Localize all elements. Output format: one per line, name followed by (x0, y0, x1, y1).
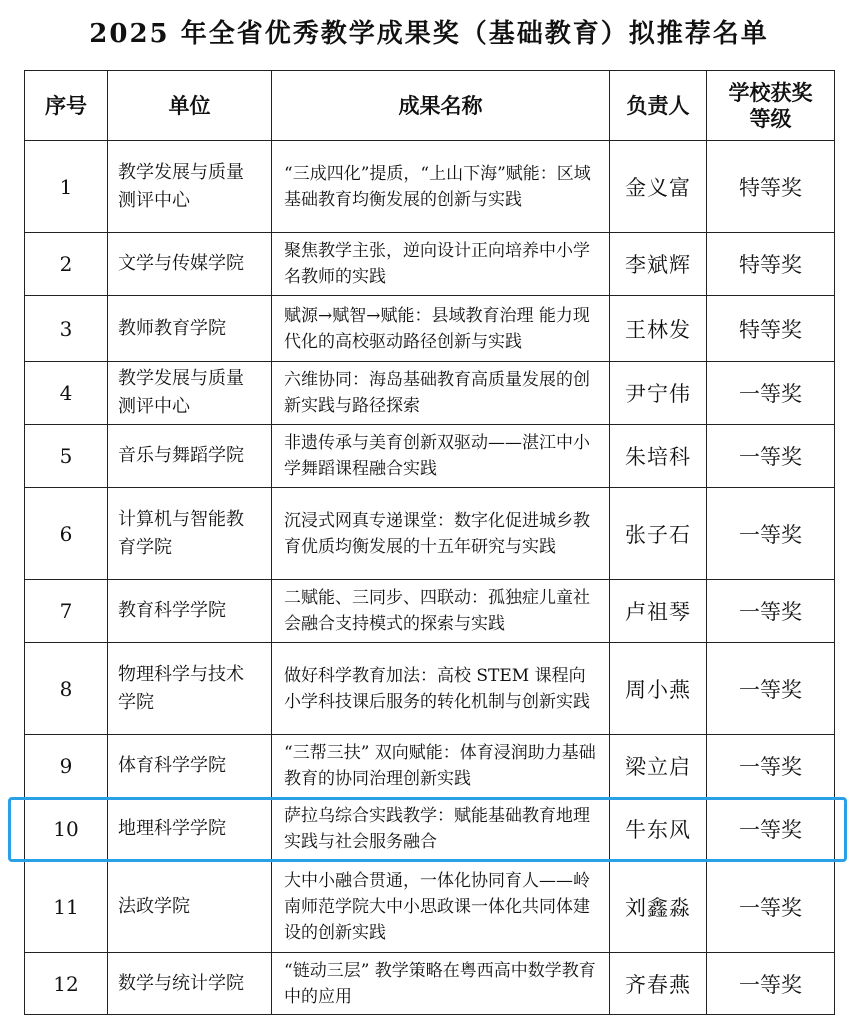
header-index: 序号 (25, 71, 108, 141)
row-achievement-name: 六维协同：海岛基础教育高质量发展的创新实践与路径探索 (272, 362, 610, 425)
row-award: 特等奖 (707, 296, 835, 362)
row-unit: 教学发展与质量测评中心 (108, 141, 272, 233)
row-person: 刘鑫淼 (610, 861, 707, 953)
row-award: 一等奖 (707, 735, 835, 798)
table-row (25, 141, 835, 233)
row-award: 特等奖 (707, 141, 835, 233)
row-achievement-name: 赋源→赋智→赋能：县域教育治理 能力现代化的高校驱动路径创新与实践 (272, 296, 610, 362)
row-index: 5 (25, 425, 108, 488)
row-achievement-name: 做好科学教育加法：高校 STEM 课程向小学科技课后服务的转化机制与创新实践 (272, 643, 610, 735)
row-index: 1 (25, 141, 108, 233)
page-title: 2025 年全省优秀教学成果奖（基础教育）拟推荐名单 (89, 19, 769, 49)
header-person: 负责人 (610, 71, 707, 141)
row-person: 朱培科 (610, 425, 707, 488)
row-award: 一等奖 (707, 488, 835, 580)
table-row (25, 233, 835, 296)
row-unit: 教学发展与质量测评中心 (108, 362, 272, 425)
table-row (25, 488, 835, 580)
row-person: 尹宁伟 (610, 362, 707, 425)
row-achievement-name: “链动三层” 教学策略在粤西高中数学教育中的应用 (272, 953, 610, 1015)
row-award: 一等奖 (707, 425, 835, 488)
row-index: 8 (25, 643, 108, 735)
table-row (25, 296, 835, 362)
header-award: 学校获奖等级 (707, 71, 835, 141)
table-row (25, 362, 835, 425)
row-achievement-name: 非遗传承与美育创新双驱动——湛江中小学舞蹈课程融合实践 (272, 425, 610, 488)
row-index: 6 (25, 488, 108, 580)
row-achievement-name: 萨拉乌综合实践教学：赋能基础教育地理实践与社会服务融合 (272, 798, 610, 861)
row-award: 一等奖 (707, 362, 835, 425)
table-row (25, 425, 835, 488)
row-person: 张子石 (610, 488, 707, 580)
row-index: 4 (25, 362, 108, 425)
row-award: 一等奖 (707, 798, 835, 861)
row-achievement-name: 聚焦教学主张，逆向设计正向培养中小学名教师的实践 (272, 233, 610, 296)
row-index: 12 (25, 953, 108, 1015)
row-person: 金义富 (610, 141, 707, 233)
row-unit: 数学与统计学院 (108, 953, 272, 1015)
table-row (25, 953, 835, 1015)
row-person: 梁立启 (610, 735, 707, 798)
recommendation-table (24, 70, 835, 1015)
table-row (25, 861, 835, 953)
row-unit: 计算机与智能教育学院 (108, 488, 272, 580)
row-person: 周小燕 (610, 643, 707, 735)
row-person: 卢祖琴 (610, 580, 707, 643)
row-person: 牛东风 (610, 798, 707, 861)
row-person: 王林发 (610, 296, 707, 362)
row-award: 一等奖 (707, 953, 835, 1015)
row-unit: 法政学院 (108, 861, 272, 953)
row-achievement-name: “三帮三扶” 双向赋能：体育浸润助力基础教育的协同治理创新实践 (272, 735, 610, 798)
row-unit: 教师教育学院 (108, 296, 272, 362)
row-unit: 体育科学学院 (108, 735, 272, 798)
row-index: 2 (25, 233, 108, 296)
table-row (25, 798, 835, 861)
row-index: 9 (25, 735, 108, 798)
row-achievement-name: 沉浸式网真专递课堂：数字化促进城乡教育优质均衡发展的十五年研究与实践 (272, 488, 610, 580)
row-achievement-name: 二赋能、三同步、四联动：孤独症儿童社会融合支持模式的探索与实践 (272, 580, 610, 643)
row-award: 特等奖 (707, 233, 835, 296)
row-achievement-name: 大中小融合贯通，一体化协同育人——岭南师范学院大中小思政课一体化共同体建设的创新实践 (272, 861, 610, 953)
row-unit: 教育科学学院 (108, 580, 272, 643)
row-achievement-name: “三成四化”提质，“上山下海”赋能：区域基础教育均衡发展的创新与实践 (272, 141, 610, 233)
row-award: 一等奖 (707, 580, 835, 643)
row-index: 3 (25, 296, 108, 362)
row-unit: 地理科学学院 (108, 798, 272, 861)
row-index: 11 (25, 861, 108, 953)
row-index: 7 (25, 580, 108, 643)
row-unit: 音乐与舞蹈学院 (108, 425, 272, 488)
row-index: 10 (25, 798, 108, 861)
table-row (25, 643, 835, 735)
table-header-row (25, 71, 835, 141)
table-row (25, 735, 835, 798)
row-person: 李斌辉 (610, 233, 707, 296)
row-award: 一等奖 (707, 643, 835, 735)
table-row (25, 580, 835, 643)
row-person: 齐春燕 (610, 953, 707, 1015)
row-unit: 物理科学与技术学院 (108, 643, 272, 735)
row-unit: 文学与传媒学院 (108, 233, 272, 296)
header-unit: 单位 (108, 71, 272, 141)
row-award: 一等奖 (707, 861, 835, 953)
header-name: 成果名称 (272, 71, 610, 141)
